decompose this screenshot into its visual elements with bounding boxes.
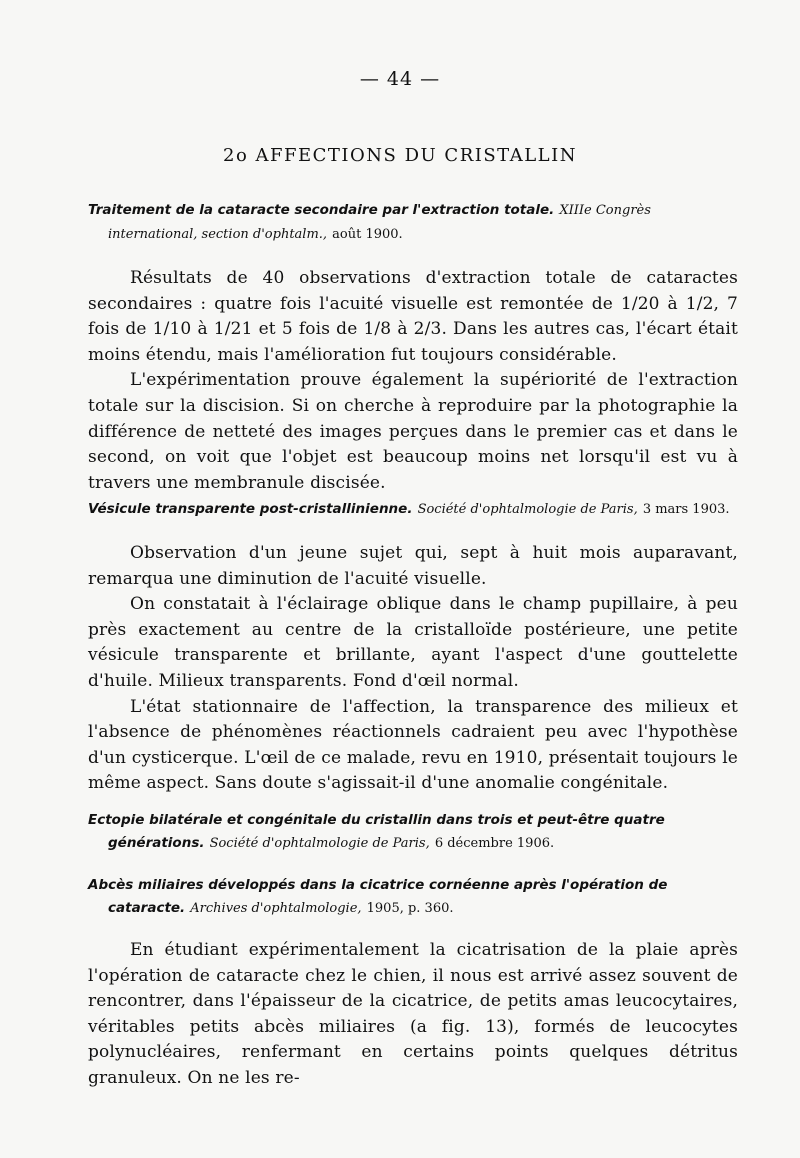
reference-line: [88, 873, 738, 920]
entry-ectopie-cristallin: [88, 808, 738, 855]
reference-title: Ectopie bilatérale et congénitale du cristallin dans trois et peut-être quatre générations.: [88, 812, 665, 851]
entry-cataracte-secondaire: [88, 198, 738, 496]
reference-line: [88, 808, 738, 855]
entry-vesicule-transparente: [88, 497, 738, 797]
reference-source: Société d'ophtalmologie de Paris,: [209, 836, 430, 851]
paragraph: L'état stationnaire de l'affection, la transparence des milieux et l'absence de phénomènes réactionnels cadraient peu avec l'hypothèse d'un cysticerque. L'œil de ce malade, revu en 1910, présentait toujours le même aspect. Sans doute s'agissait-il d'une anomalie congénitale.: [88, 696, 738, 794]
reference-source: Archives d'ophtalmologie,: [190, 901, 362, 916]
entry-body: [88, 541, 738, 797]
paragraph: En étudiant expérimentalement la cicatrisation de la plaie après l'opération de cataracte chez le chien, il nous est arrivé assez souvent de rencontrer, dans l'épaisseur de la cicatrice, de petits amas leucocytaires, véritables petits abcès miliaires (a fig. 13), formés de leucocytes polynucléaires, renfermant en certains points quelques détritus granuleux. On ne les re-: [88, 940, 738, 1088]
reference-title: Vésicule transparente post-cristallinienne.: [88, 501, 413, 517]
entry-body: [88, 266, 738, 496]
reference-date: août 1900.: [332, 227, 403, 242]
reference-line: [88, 198, 738, 246]
entry-abces-miliaires: [88, 873, 738, 1092]
paragraph: L'expérimentation prouve également la supériorité de l'extraction totale sur la discision. Si on cherche à reproduire par la photographie la différence de netteté des images perçues dans le premier cas et dans le second, on voit que l'objet est beaucoup moins net lorsqu'il est vu à travers une membranule discisée.: [88, 370, 738, 493]
paragraph: Observation d'un jeune sujet qui, sept à huit mois auparavant, remarqua une diminution de l'acuité visuelle.: [88, 543, 738, 589]
reference-source: XIIIe Congrès international, section d'ophtalm.,: [108, 203, 651, 242]
reference-line: [88, 497, 738, 521]
reference-source: Société d'ophtalmologie de Paris,: [417, 502, 638, 517]
section-heading: 2o AFFECTIONS DU CRISTALLIN: [223, 145, 577, 166]
entry-body: [88, 938, 738, 1092]
paragraph: Résultats de 40 observations d'extraction totale de cataractes secondaires : quatre fois l'acuité visuelle est remontée de 1/20 à 1/2, 7 fois de 1/10 à 1/21 et 5 fois de 1/8 à 2/3. Dans les autres cas, l'écart était moins étendu, mais l'amélioration fut toujours considérable.: [88, 268, 738, 365]
reference-title: Traitement de la cataracte secondaire par l'extraction totale.: [88, 202, 555, 218]
reference-date: 3 mars 1903.: [642, 502, 730, 517]
reference-title: Abcès miliaires développés dans la cicatrice cornéenne après l'opération de cataracte.: [88, 877, 668, 916]
page-number: — 44 —: [359, 68, 441, 90]
reference-date: 6 décembre 1906.: [434, 836, 555, 851]
paragraph: On constatait à l'éclairage oblique dans le champ pupillaire, à peu près exactement au centre de la cristalloïde postérieure, une petite vésicule transparente et brillante, ayant l'aspect d'une gouttelette d'huile. Milieux transparents. Fond d'œil normal.: [88, 594, 738, 691]
reference-date: 1905, p. 360.: [366, 901, 454, 916]
